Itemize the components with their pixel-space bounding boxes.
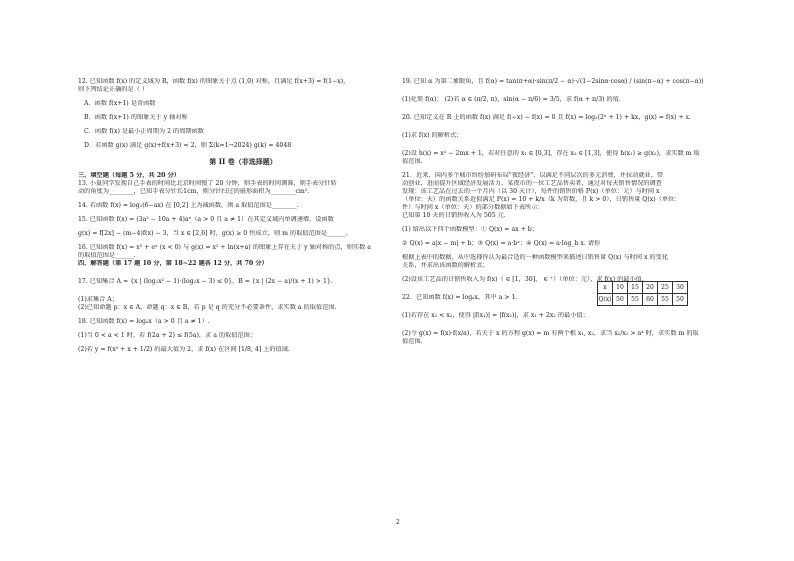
- left-column-line: 15. 已知函数 f(x) = (3a² − 10a + 4)aˣ（a > 0 且 a ≠ 1）在其定义域内单调递增，设函数: [78, 216, 334, 223]
- left-column-line: 四、解答题（第 17 题 10 分，第 18~22 题各 12 分，共 70 分）: [78, 260, 268, 267]
- right-column-line: (2)设该工艺品的日销售收入为 f(x)（ ∈ [1，30]， ∈ ⁺）（单位：元），求 f(x) 的最小值.: [402, 276, 644, 283]
- left-column-line: 14. 若函数 f(x) = log₂(6−ax) 在 [0,2] 上为减函数，则 a 取值范围是________.: [78, 202, 299, 209]
- table-row: [598, 282, 688, 294]
- right-column-line: (1)若存在 x₁ < x₂，使得 |f(x₁)| = |f(x₂)|，求 x₁ + 2x₂ 的最小值；: [402, 312, 589, 319]
- left-column: [78, 78, 408, 354]
- table-cell: 10: [613, 282, 628, 294]
- right-column-line: (2)令 g(x) = f(x)·f(x/a)，若关于 x 的方程 g(x) = m 有两个根 x₁, x₂，求当 x₂/x₁ > a⁴ 时，求实数 m 的取: [402, 330, 699, 337]
- table-cell: 15: [628, 282, 643, 294]
- left-column-line: 则下列结论正确的是（ ）: [78, 86, 149, 93]
- right-column-line: 已知第 10 天的日销售收入为 505 元.: [402, 212, 506, 219]
- left-column-line: 16. 已知函数 f(x) = x² + eˣ (x < 0) 与 g(x) = x² + ln(x+a) 的图象上存在关于 y 轴对称的点，则实数 a: [78, 244, 371, 251]
- right-column-line: 19. 已知 α 为第二象限角，且 f(α) = tan(π+α)·sin(π/2 − α)·√(1−2sinα·cosα) / (sin(π−α) + cos(π−α)): [402, 78, 704, 85]
- left-column-line: (1)当 0 < a < 1 时，若 f(2a + 2) ≤ f(5a)，求 a 的取值范围；: [78, 332, 256, 339]
- table-cell: 20: [643, 282, 658, 294]
- left-column-line: 动的角度为________，已知手表分针长1cm，则分针扫过的扇形面积为________cm².: [78, 188, 310, 195]
- right-column-line: 20. 已知定义在 R 上的函数 f(x) 满足 f(−x) − f(x) = 0 且 f(x) = log₂(2ˣ + 1) + kx，g(x) = f(x) + x.: [402, 114, 692, 121]
- right-column-line: 根据上表中的数据，从中选择你认为最合适的一种函数模型来描述日销售量 Q(x) 与时间 x 的变化: [402, 254, 669, 261]
- table-row: [598, 294, 688, 306]
- table-cell: x: [598, 282, 613, 294]
- right-column-line: (1)求 f(x) 的解析式；: [402, 132, 463, 139]
- right-column-line: 关系，并求出该函数的解析式；: [402, 262, 489, 269]
- left-column-line: A．函数 f(x+1) 是奇函数: [84, 100, 156, 107]
- table-cell: 55: [628, 294, 643, 306]
- right-column-line: 值范围.: [402, 158, 423, 165]
- left-column-line: 12. 已知函数 f(x) 的定义域为 R，函数 f(x) 的图象关于点 (1,0) 对称，且满足 f(x+3) = f(1−x)，: [78, 78, 350, 85]
- page-number: 2: [396, 519, 400, 526]
- table-cell: Q(x): [598, 294, 613, 306]
- right-column-line: (1) 给出以下四个函数模型：① Q(x) = ax + b；: [402, 226, 538, 233]
- right-column-line: ② Q(x) = a|x − m| + b；③ Q(x) = a·bˣ；④ Q(x) = a·log_b x. 请你: [402, 240, 601, 247]
- right-column-line: 22．已知函数 f(x) = logₐx，其中 a > 1.: [402, 294, 518, 301]
- right-column-line: 值范围.: [402, 338, 423, 345]
- right-column-line: （单位：天）的函数关系近似满足 P(x) = 10 + k/x（k 为常数，且 k > 0），日销售量 Q(x)（单位：: [402, 196, 681, 203]
- left-column-line: 13. 小夏同学发现自己手表的时间比北京时间慢了 20 分钟，则手表的时间调准，则手表分针转: [78, 180, 337, 187]
- left-column-line: (2)已知命题 p：x ∈ A，命题 q：x ∈ B，若 p 是 q 的充分不必要条件，求实数 a 的取值范围.: [78, 304, 337, 311]
- right-column-line: (1)化简 f(α)； (2)若 α ∈ (π/2, π)，sin(α − π/6) = 3/5，求 f(α + π/3) 的值.: [402, 96, 621, 103]
- left-column-line: (1)求集合 A；: [78, 296, 118, 303]
- right-column-line: (2)设 h(x) = x² − 2mx + 1，若对任意的 x₁ ∈ [0,3]，存在 x₂ ∈ [1,3]，使得 h(x₁) ≥ g(x₂)，求实数 m 取: [402, 150, 700, 157]
- table-cell: 25: [658, 282, 673, 294]
- table-cell: 50: [613, 294, 628, 306]
- right-column-line: 件）与时间 x（单位：天）的部分数据如下表所示：: [402, 204, 544, 211]
- left-column-line: g(x) = f[2x] − (m−4)f(x) − 3，当 x ∈ [2,6] 时，g(x) ≥ 0 恒成立，则 m 的取值范围是______.: [78, 230, 348, 237]
- left-column-line: 的取值范围是______.: [78, 252, 136, 259]
- table-cell: 60: [643, 294, 658, 306]
- left-column-line: 第 II 卷（非选择题）: [209, 158, 277, 166]
- table-cell: 30: [673, 282, 688, 294]
- left-column-line: 17. 已知集合 A = {x | (log₂x² − 1)·(log₂x − 3) ≤ 0}，B = {x | (2x − a)/(x + 1) > 1}.: [78, 278, 333, 285]
- right-column-line: 21．近来，国内多个城市纷纷加码布局"夜经济"，以满足不同层次的多元消费，并拉动就业、带: [402, 172, 664, 179]
- left-column-line: 18. 已知函数 f(x) = logₐx（a > 0 且 a ≠ 1）.: [78, 318, 210, 325]
- left-column-line: 三、填空题（每题 5 分，共 20 分）: [78, 172, 180, 179]
- right-column-line: 发现：该工艺品在过去的一个月内（以 30 天计），每件的销售价格 P(x)（单位：元）与时间 x: [402, 188, 660, 195]
- table-cell: 50: [673, 294, 688, 306]
- sales-data-table: [597, 281, 688, 306]
- left-column-line: C．函数 f(x) 是最小正周期为 2 的周期函数: [84, 128, 204, 135]
- left-column-line: B．函数 f(x+1) 的图象关于 y 轴对称: [84, 114, 188, 121]
- right-column-line: 动创业，进而提升区域经济发展活力，某夜市的一位工艺品售卖者，通过对每天销售情况的调查: [402, 180, 662, 187]
- left-column-line: (2)若 y = f(x² + x + 1/2) 的最大值为 2，求 f(x) 在区间 [1/8, 4] 上的值域.: [78, 346, 290, 353]
- table-cell: 55: [658, 294, 673, 306]
- left-column-line: D．若函数 g(x) 满足 g(x)+f(x+3) = 2，则 Σ(k=1→2024) g(k) = 4048: [84, 142, 292, 149]
